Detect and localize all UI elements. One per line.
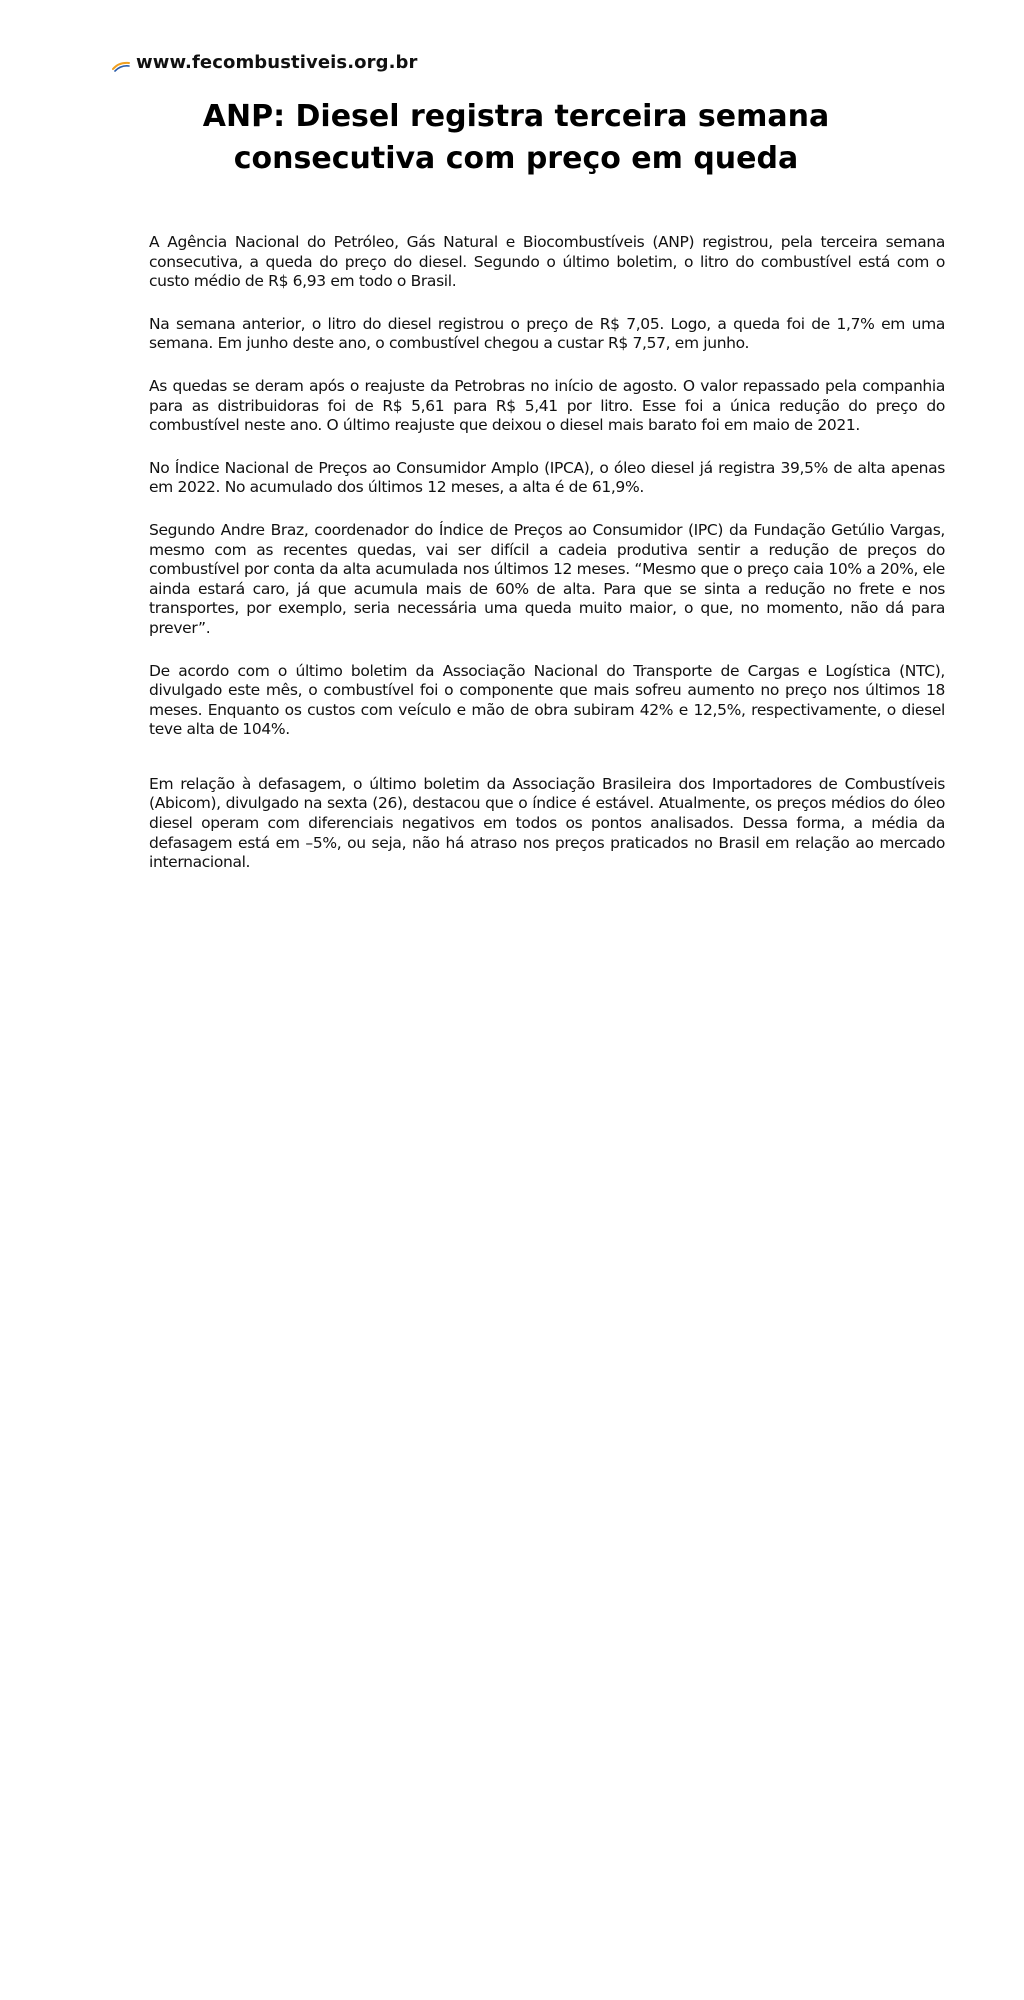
article-paragraph: No Índice Nacional de Preços ao Consumidor Amplo (IPCA), o óleo diesel já registra 39,5% de alta apenas em 2022. No acumulado dos últimos 12 meses, a alta é de 61,9%.	[149, 458, 945, 497]
fuel-swoosh-logo-icon	[112, 57, 130, 69]
article-paragraph: Segundo Andre Braz, coordenador do Índice de Preços ao Consumidor (IPC) da Fundação Getúlio Vargas, mesmo com as recentes quedas, vai ser difícil a cadeia produtiva sentir a redução de preços do combustível por conta da alta acumulada nos últimos 12 meses. “Mesmo que o preço caia 10% a 20%, ele ainda estará caro, já que acumula mais de 60% de alta. Para que se sinta a redução no frete e nos transportes, por exemplo, seria necessária uma queda muito maior, o que, no momento, não dá para prever”.	[149, 520, 945, 637]
article-paragraph: Em relação à defasagem, o último boletim da Associação Brasileira dos Importadores de Combustíveis (Abicom), divulgado na sexta (26), destacou que o índice é estável. Atualmente, os preços médios do óleo diesel operam com diferenciais negativos em todos os pontos analisados. Dessa forma, a média da defasagem está em –5%, ou seja, não há atraso nos preços praticados no Brasil em relação ao mercado internacional.	[149, 774, 945, 872]
article-paragraph: Na semana anterior, o litro do diesel registrou o preço de R$ 7,05. Logo, a queda foi de 1,7% em uma semana. Em junho deste ano, o combustível chegou a custar R$ 7,57, em junho.	[149, 314, 945, 353]
site-url[interactable]: www.fecombustiveis.org.br	[136, 52, 418, 73]
article-paragraph: As quedas se deram após o reajuste da Petrobras no início de agosto. O valor repassado pela companhia para as distribuidoras foi de R$ 5,61 para R$ 5,41 por litro. Esse foi a única redução do preço do combustível neste ano. O último reajuste que deixou o diesel mais barato foi em maio de 2021.	[149, 376, 945, 435]
site-header	[112, 52, 417, 73]
article-title: ANP: Diesel registra terceira semana consecutiva com preço em queda	[202, 99, 830, 176]
article-paragraph: De acordo com o último boletim da Associação Nacional do Transporte de Cargas e Logística (NTC), divulgado este mês, o combustível foi o componente que mais sofreu aumento no preço nos últimos 18 meses. Enquanto os custos com veículo e mão de obra subiram 42% e 12,5%, respectivamente, o diesel teve alta de 104%.	[149, 661, 945, 739]
article-body	[149, 233, 945, 896]
article-paragraph: A Agência Nacional do Petróleo, Gás Natural e Biocombustíveis (ANP) registrou, pela terceira semana consecutiva, a queda do preço do diesel. Segundo o último boletim, o litro do combustível está com o custo médio de R$ 6,93 em todo o Brasil.	[149, 233, 945, 291]
